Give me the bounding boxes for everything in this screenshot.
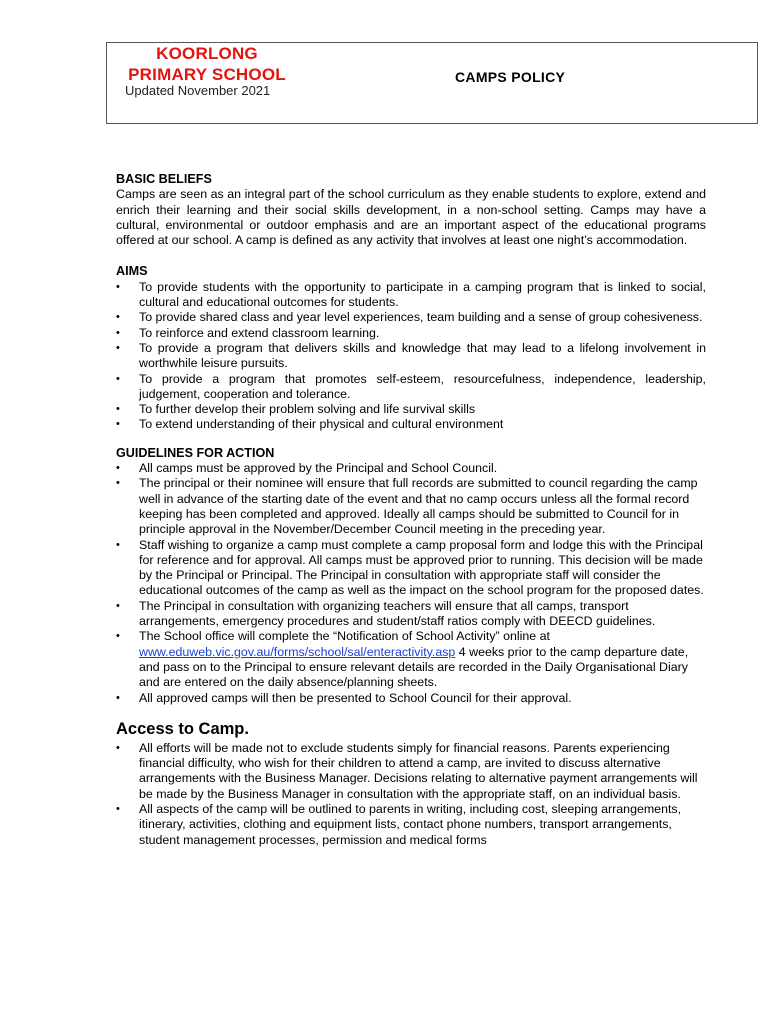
bullet-icon: • xyxy=(116,691,120,704)
policy-title: CAMPS POLICY xyxy=(455,69,566,85)
list-item: • All camps must be approved by the Principal and School Council. xyxy=(116,461,498,476)
aims-heading: AIMS xyxy=(116,264,148,279)
list-item: • To provide a program that delivers skills and knowledge that may lead to a lifelong involvement in worthwhile leisure pursuits. xyxy=(116,340,706,371)
access-heading: Access to Camp. xyxy=(116,719,249,738)
bullet-icon: • xyxy=(116,599,120,612)
list-item xyxy=(116,629,706,690)
list-item: • The Principal in consultation with organizing teachers will ensure that all camps, transport arrangements, emergency procedures and student/staff ratios comply with DEECD guidelines. xyxy=(116,598,656,629)
bullet-icon: • xyxy=(116,341,120,354)
bullet-icon: • xyxy=(116,403,120,416)
list-item: • All aspects of the camp will be outlined to parents in writing, including cost, sleeping arrangements, itinerary, activities, clothing and equipment lists, contact phone numbers, transport arrangements, student management processes, permission and medical forms xyxy=(116,801,682,847)
policy-content xyxy=(116,172,706,848)
bullet-icon: • xyxy=(116,630,120,643)
notification-text-before: The School office will complete the “Notification of School Activity” online at xyxy=(139,629,550,644)
list-item: • To provide shared class and year level experiences, team building and a sense of group cohesiveness. xyxy=(116,310,703,325)
list-item: • All approved camps will then be presented to School Council for their approval. xyxy=(116,690,572,705)
bullet-icon: • xyxy=(116,418,120,431)
bullet-icon: • xyxy=(116,372,120,385)
list-item: • Staff wishing to organize a camp must complete a camp proposal form and lodge this with the Principal for reference and for approval. All camps must be approved prior to running. This decision will be made by the Principal or Principal. The Principal in consultation with appropriate staff will consider the educational outcomes of the camp as well as the impact on the school program for the proposed dates. xyxy=(116,537,704,598)
eduweb-link[interactable]: www.eduweb.vic.gov.au/forms/school/sal/enteractivity.asp xyxy=(139,644,456,659)
list-item: • To provide a program that promotes self-esteem, resourcefulness, independence, leadership, judgement, cooperation and tolerance. xyxy=(116,371,706,401)
school-name-line2: PRIMARY SCHOOL xyxy=(128,65,286,84)
basic-beliefs-text: Camps are seen as an integral part of the school curriculum as they enable students to explore, extend and enrich their learning and their social skills development, in a non-school setting. Camps may have a cultural, environmental or outdoor emphasis and are an important aspect of the educational programs offered at our school. A camp is defined as any activity that involves at least one night’s accommodation. xyxy=(116,187,706,248)
list-item: • To further develop their problem solving and life survival skills xyxy=(116,402,476,417)
bullet-icon: • xyxy=(116,280,120,293)
bullet-icon: • xyxy=(116,802,120,815)
list-item: • All efforts will be made not to exclude students simply for financial reasons. Parents experiencing financial difficulty, who wish for their children to attend a camp, are invited to discuss alternative arrangements with the Business Manager. Decisions relating to alternative payment arrangements will be made by the Business Manager in consultation with the appropriate staff, on an individual basis. xyxy=(116,740,698,801)
aims-list xyxy=(116,280,706,433)
bullet-icon: • xyxy=(116,311,120,324)
basic-beliefs-heading: BASIC BELIEFS xyxy=(116,172,212,186)
updated-date: Updated November 2021 xyxy=(125,83,271,98)
list-item: • To reinforce and extend classroom learning. xyxy=(116,325,380,340)
guidelines-list xyxy=(116,461,706,706)
school-name xyxy=(117,43,297,85)
bullet-icon: • xyxy=(116,477,120,490)
header-box xyxy=(106,42,758,124)
bullet-icon: • xyxy=(116,326,120,339)
bullet-icon: • xyxy=(116,538,120,551)
access-list xyxy=(116,741,706,848)
notification-text-after: 4 weeks prior to the camp departure date, and pass on to the Principal to ensure relevant details are recorded in the Daily Organisational Diary and are entered on the daily absence/planning sheets. xyxy=(139,644,689,690)
list-item: • To provide students with the opportunity to participate in a camping program that is linked to social, cultural and educational outcomes for students. xyxy=(116,279,706,310)
list-item: • To extend understanding of their physical and cultural environment xyxy=(116,417,504,432)
list-item: • The principal or their nominee will ensure that full records are submitted to council regarding the camp well in advance of the starting date of the event and that no camp occurs unless all the formal record keeping has been completed and approved. Ideally all camps should be submitted to Council for in principle approval in the November/December Council meeting in the preceding year. xyxy=(116,476,698,537)
bullet-icon: • xyxy=(116,741,120,754)
school-name-line1: KOORLONG xyxy=(156,44,258,63)
guidelines-heading: GUIDELINES FOR ACTION xyxy=(116,445,275,460)
bullet-icon: • xyxy=(116,462,120,475)
